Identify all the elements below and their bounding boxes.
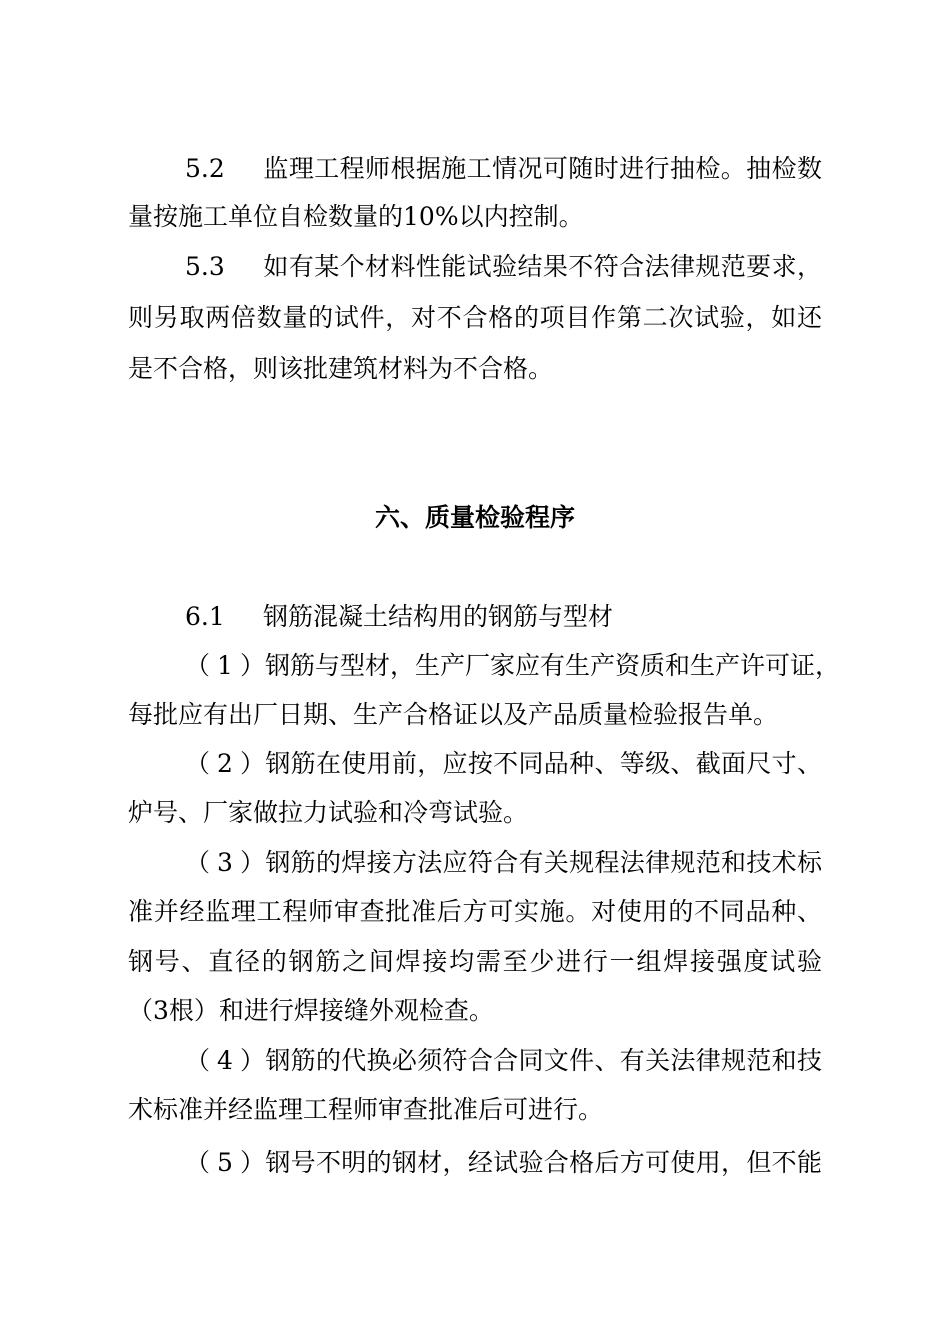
clause-text: 钢筋混凝土结构用的钢筋与型材 (263, 602, 614, 631)
item-number: （5） (185, 1148, 265, 1177)
item-3-line: 钢号、直径的钢筋之间焊接均需至少进行一组焊接强度试验 (128, 947, 822, 976)
clause-number: 6.1 (185, 602, 225, 631)
clause-number: 5.2 (185, 154, 225, 183)
para-5-3-line: 则另取两倍数量的试件，对不合格的项目作第二次试验，如还 (128, 303, 822, 332)
item-text: 钢号不明的钢材，经试验合格后方可使用，但不能 (265, 1148, 822, 1177)
para-6-1-title (185, 602, 822, 632)
clause-text: 监理工程师根据施工情况可随时进行抽检。抽检数 (263, 154, 822, 183)
para-5-3-line (185, 252, 822, 282)
item-3-line: （3根）和进行焊接缝外观检查。 (128, 996, 494, 1025)
para-5-2-line: 量按施工单位自检数量的10%以内控制。 (128, 202, 584, 231)
clause-number: 5.3 (185, 252, 225, 281)
item-2-line (185, 749, 822, 779)
item-number: （2） (185, 749, 265, 778)
item-text: 钢筋与型材，生产厂家应有生产资质和生产许可证， (265, 651, 841, 680)
item-3-line (185, 848, 822, 878)
item-3-line: 准并经监理工程师审查批准后方可实施。对使用的不同品种、 (128, 897, 822, 926)
item-2-line: 炉号、厂家做拉力试验和冷弯试验。 (128, 798, 529, 827)
item-text: 钢筋的代换必须符合合同文件、有关法律规范和技 (265, 1046, 822, 1075)
item-text: 钢筋的焊接方法应符合有关规程法律规范和技术标 (265, 848, 822, 877)
item-text: 钢筋在使用前，应按不同品种、等级、截面尺寸、 (265, 749, 822, 778)
para-5-3-line: 是不合格，则该批建筑材料为不合格。 (128, 354, 554, 383)
item-4-line (185, 1046, 822, 1076)
item-number: （1） (185, 651, 265, 680)
section-heading: 六、质量检验程序 (374, 503, 575, 532)
item-number: （4） (185, 1046, 265, 1075)
para-5-2-line (185, 154, 822, 184)
item-number: （3） (185, 848, 265, 877)
clause-text: 如有某个材料性能试验结果不符合法律规范要求， (263, 252, 822, 281)
item-5-line (185, 1148, 822, 1178)
item-1-line: 每批应有出厂日期、生产合格证以及产品质量检验报告单。 (128, 700, 779, 729)
item-4-line: 术标准并经监理工程师审查批准后可进行。 (128, 1095, 604, 1124)
item-1-line (185, 651, 841, 681)
